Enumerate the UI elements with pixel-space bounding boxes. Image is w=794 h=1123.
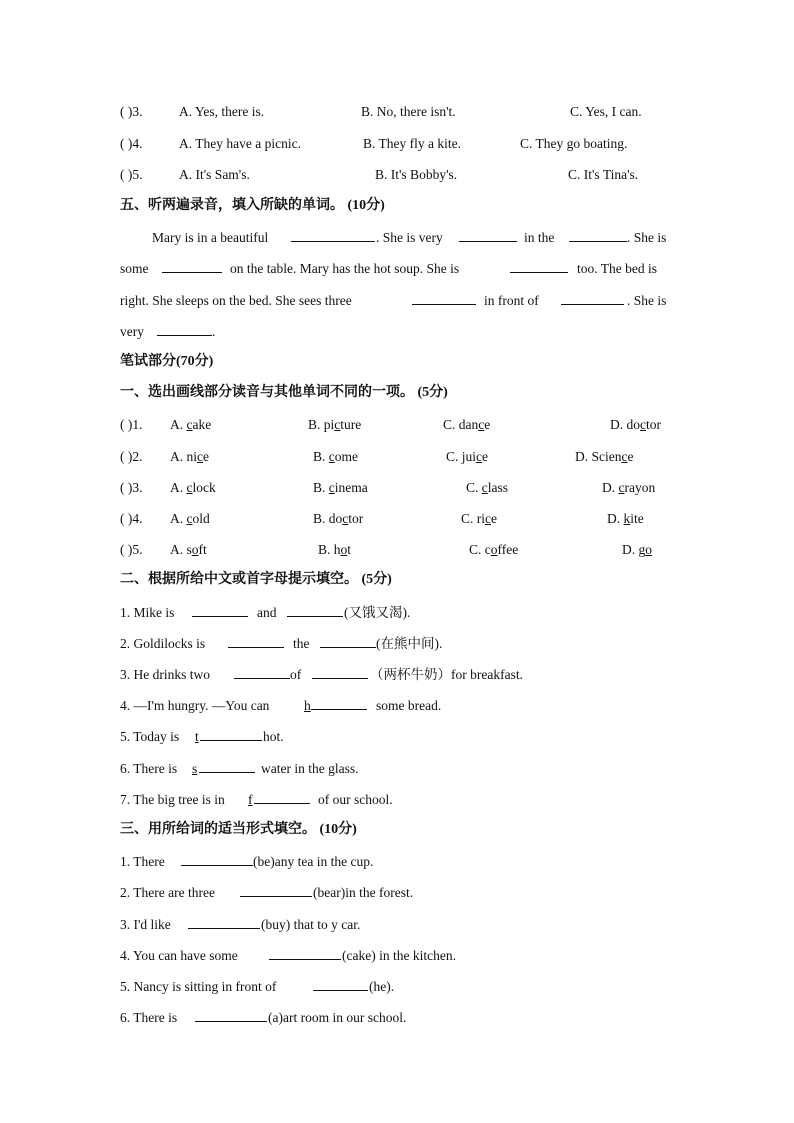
option-b: B. cinema [313, 480, 368, 495]
option-c: C. They go boating. [520, 136, 628, 151]
answer-blank[interactable] [192, 604, 248, 617]
answer-blank[interactable] [195, 1009, 267, 1022]
section-5-heading: 五、听两遍录音，填入所缺的单词。 (10分) [120, 198, 385, 213]
option-c: C. rice [461, 511, 498, 526]
answer-blank[interactable] [269, 947, 341, 960]
option-a: A. soft [170, 542, 207, 557]
answer-blank[interactable] [188, 916, 260, 929]
answer-blank[interactable] [234, 666, 290, 679]
section-2-heading: 二、根据所给中文或首字母提示填空。 (5分) [120, 572, 392, 587]
answer-blank[interactable] [162, 260, 222, 273]
answer-blank[interactable] [320, 635, 376, 648]
answer-blank[interactable] [412, 292, 476, 305]
option-d: D. kite [607, 511, 644, 526]
option-c: C. class [466, 480, 509, 495]
option-a: A. cold [170, 511, 210, 526]
written-part-heading: 笔试部分(70分) [120, 354, 214, 369]
option-c: C. Yes, I can. [570, 104, 642, 119]
option-b: B. come [313, 449, 359, 464]
answer-blank[interactable] [313, 978, 368, 991]
answer-blank[interactable] [291, 229, 375, 242]
option-b: B. No, there isn't. [361, 104, 456, 119]
option-b: B. It's Bobby's. [375, 167, 458, 182]
section-3-heading: 三、用所给词的适当形式填空。 (10分) [120, 822, 357, 837]
answer-blank[interactable] [200, 728, 262, 741]
answer-blank[interactable] [240, 884, 312, 897]
option-c: C. coffee [469, 542, 519, 557]
answer-blank[interactable] [312, 666, 368, 679]
option-a: A. Yes, there is. [179, 104, 265, 119]
option-d: D. doctor [610, 417, 661, 432]
option-d: D. crayon [602, 480, 656, 495]
option-a: A. cake [170, 417, 212, 432]
answer-blank[interactable] [459, 229, 517, 242]
answer-blank[interactable] [228, 635, 284, 648]
option-c: C. dance [443, 417, 491, 432]
answer-blank[interactable] [157, 323, 212, 336]
question-number: ( )5. [120, 167, 143, 182]
option-d: D. Science [575, 449, 634, 464]
option-a: A. They have a picnic. [179, 136, 301, 151]
option-b: B. They fly a kite. [363, 136, 461, 151]
answer-blank[interactable] [569, 229, 627, 242]
answer-blank[interactable] [254, 791, 310, 804]
option-b: B. hot [318, 542, 352, 557]
answer-blank[interactable] [199, 760, 255, 773]
option-c: C. juice [446, 449, 489, 464]
answer-blank[interactable] [287, 604, 343, 617]
question-number: ( )3. [120, 104, 143, 119]
option-c: C. It's Tina's. [568, 167, 639, 182]
answer-blank[interactable] [311, 697, 367, 710]
option-b: B. doctor [313, 511, 364, 526]
answer-blank[interactable] [181, 853, 253, 866]
question-number: ( )4. [120, 136, 143, 151]
option-a: A. clock [170, 480, 216, 495]
option-d: D. go [622, 542, 652, 557]
option-b: B. picture [308, 417, 362, 432]
exam-page: ( )3. A. Yes, there is. B. No, there isn't. C. Yes, I can. ( )4. A. They have a picnic. B. They fly a kite. C. They go boating. ( )5. A. It's Sam's. B. It's Bobby's. C. It's Tina's. 五、听两遍录音，填入所缺的单词。 (10分) Mary is in a beautiful . She is very in the . She is some on the table. Mary has the hot soup. She is too. The bed is right. She sleeps on the bed. She sees three in front of . She is very . 笔试部分(70分) 一、选出画线部分读音与其他单词不同的一项。 (5分) ( )1. A. cake B. picture C. dance D. doctor ( )2. A. nice B. come C. juice D. Science ( )3. A. clock B. cinema C. class D. crayon ( )4. A. cold B. doctor C. rice D. kite ( )5. A. soft B. hot C. coffee D. go 二、根据所给中文或首字母提示填空。 (5分) 1. Mike is and (又饿又渴). 2. Goldilocks is the (在熊中间). 3. He drinks two of （两杯牛奶）for breakfast. 4. —I'm hungry. —You can h some bread. 5. Today is t hot. 6. There is s water in the glass. 7. The big tree is in f of our school. 三、用所给词的适当形式填空。 (10分) 1. There (be)any tea in the cup. 2. There are three (bear)in the forest. 3. I'd like (buy) that to y car. 4. You can have some (cake) in the kitchen. 5. Nancy is sitting in front of (he). 6. There is (a)art room in our school. [120, 104, 667, 1025]
section-1-heading: 一、选出画线部分读音与其他单词不同的一项。 (5分) [120, 385, 448, 400]
answer-blank[interactable] [510, 260, 568, 273]
option-a: A. nice [170, 449, 209, 464]
answer-blank[interactable] [561, 292, 624, 305]
option-a: A. It's Sam's. [179, 167, 250, 182]
